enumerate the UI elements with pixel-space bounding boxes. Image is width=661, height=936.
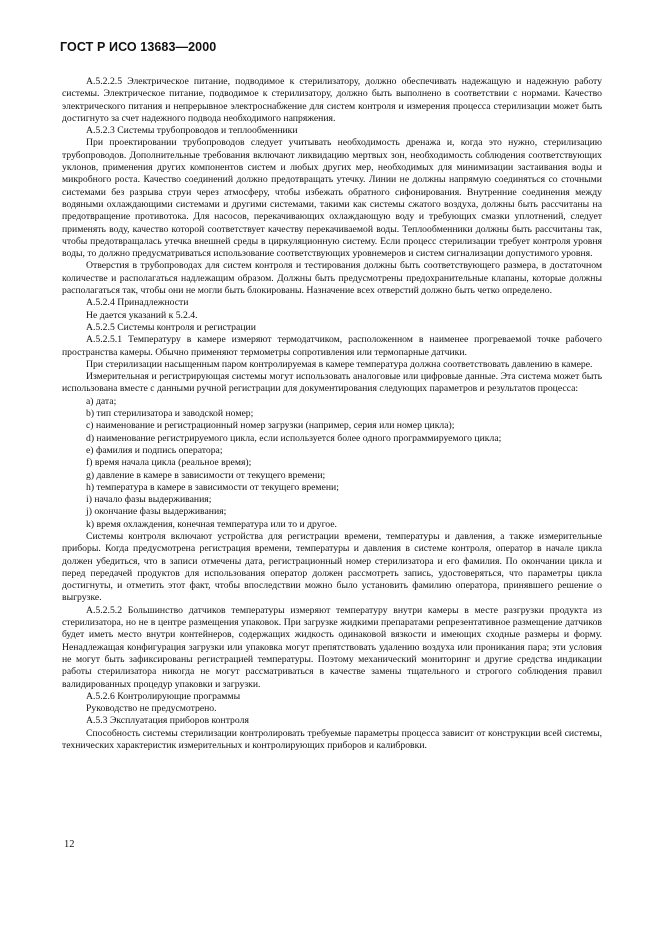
paragraph-no-guidance: Руководство не предусмотрено. bbox=[86, 703, 217, 715]
list-item-c: c) наименование и регистрационный номер загрузки (например, серия или номер цикла); bbox=[86, 420, 455, 432]
document-page bbox=[62, 40, 602, 752]
paragraph-system-ability: Способность системы стерилизации контролировать требуемые параметры процесса зависит от конструкции всей системы, технических характеристик измерительных и контролирующих приборов и калибровки. bbox=[62, 727, 602, 752]
list-item-d: d) наименование регистрируемого цикла, если используется более одного программируемого цикла; bbox=[86, 432, 502, 444]
list-item-k: k) время охлаждения, конечная температура или то и другое. bbox=[86, 518, 337, 530]
section-heading-a-5-2-6: А.5.2.6 Контролирующие программы bbox=[86, 690, 241, 702]
paragraph-a-5-2-2-5: А.5.2.2.5 Электрическое питание, подводимое к стерилизатору, должно обеспечивать надежащую и надежную работу системы. Электрическое питание, подводимое к стерилизатору, должно быть выполнено в соответствии с нормами. Качество электрического питания и непрерывное электроснабжение для систем контроля и измерения процесса стерилизации может быть достигнуто за счет надежного подвода необходимого напряжения. bbox=[62, 76, 602, 124]
paragraph-saturated-steam: При стерилизации насыщенным паром контролируемая в камере температура должна соответствовать давлению в камере. bbox=[86, 358, 593, 370]
list-item-a: a) дата; bbox=[86, 395, 117, 407]
paragraph-measuring-system: Измерительная и регистрирующая системы могут использовать аналоговые или цифровые данные. Эта система может быть использована вместе с данными ручной регистрации для документирования следующих параметров и результатов процесса: bbox=[62, 371, 602, 395]
paragraph-openings: Отверстия в трубопроводах для систем контроля и тестирования должны быть соответствующего размера, в достаточном количестве и располагаться надлежащим образом. Должны быть предусмотрены предохранительные клапаны, которые должны располагаться так, чтобы они не могли быть блокированы. Назначение всех отверстий должно быть четко определено. bbox=[62, 260, 602, 297]
section-heading-a-5-2-5: А.5.2.5 Системы контроля и регистрации bbox=[86, 321, 256, 333]
list-item-b: b) тип стерилизатора и заводской номер; bbox=[86, 408, 254, 420]
list-item-g: g) давление в камере в зависимости от текущего времени; bbox=[86, 469, 326, 481]
list-item-f: f) время начала цикла (реальное время); bbox=[86, 457, 252, 469]
page-number: 12 bbox=[64, 839, 75, 850]
paragraph-a-5-2-5-2: А.5.2.5.2 Большинство датчиков температуры измеряют температуру внутри камеры в месте разгрузки продукта из стерилизатора, но не в центре размещения упаковок. При загрузке жидкими препаратами репрезентативное размещение датчиков будет иметь место внутри контейнеров, содержащих жидкость одинаковой вязкости и имеющих сходные размеры и форму. Ненадлежащая конфигурация загрузки или упаковка могут препятствовать удалению воздуха или проникания пара; эти условия не могут быть зафиксированы регистрацией температуры. Поэтому механический мониторинг и другие средства индикации работы стерилизатора никогда не могут рассматриваться в качестве замены тщательного и строгого соблюдения правил валидированных процедур упаковки и загрузки. bbox=[62, 604, 602, 690]
list-item-h: h) температура в камере в зависимости от текущего времени; bbox=[86, 481, 339, 493]
paragraph-no-guidance-5-2-4: Не дается указаний к 5.2.4. bbox=[86, 309, 198, 321]
section-heading-a-5-3: А.5.3 Эксплуатация приборов контроля bbox=[86, 715, 249, 727]
section-heading-a-5-2-4: А.5.2.4 Принадлежности bbox=[86, 297, 189, 309]
list-item-j: j) окончание фазы выдерживания; bbox=[86, 506, 227, 518]
list-item-i: i) начало фазы выдерживания; bbox=[86, 494, 212, 506]
paragraph-a-5-2-5-1: А.5.2.5.1 Температуру в камере измеряют термодатчиком, расположенном в наименее прогреваемой точке рабочего пространства камеры. Обычно применяют термометры сопротивления или термопарные датчики. bbox=[62, 334, 602, 358]
list-item-e: e) фамилия и подпись оператора; bbox=[86, 444, 223, 456]
paragraph-control-systems: Системы контроля включают устройства для регистрации времени, температуры и давления, а также измерительные приборы. Когда предусмотрена регистрация времени, температуры и давления в системе контроля, оператор в начале цикла должен убедиться, что в записи отмечены дата, регистрационный номер стерилизатора и его фамилия. По окончании цикла и перед передачей продуктов для использования оператор должен рассмотреть запись, удостоверяться, что параметры цикла достигнуты, и отметить этот факт, чтобы впоследствии можно было установить фамилию оператора, принявшего решение о выгрузке. bbox=[62, 530, 602, 604]
section-heading-a-5-2-3: А.5.2.3 Системы трубопроводов и теплообменники bbox=[86, 125, 298, 137]
document-header-title: ГОСТ Р ИСО 13683—2000 bbox=[60, 40, 217, 54]
paragraph-pipelines: При проектировании трубопроводов следует учитывать необходимость дренажа и, когда это нужно, стерилизацию трубопроводов. Дополнительные требования включают ликвидацию мертвых зон, необходимость соблюдения соответствующих уклонов, применения других компонентов систем и любых других мер, необходимых для минимизации застаивания воды и микробного роста. Качество соединений должно предотвращать утечку. Линии не должны напрямую соединяться со сточными системами без разрыва струи через атмосферу, чтобы избежать обратного сифонирования. Внутренние соединения между водяными охлаждающими системами и другими системами, такими как системы сжатого воздуха, должны быть рассчитаны на предотвращение противотока. Для насосов, перекачивающих охлаждающую воду и требующих смазки уплотнений, следует применять воду, качество которой соответствует качеству перекачиваемой воды. Теплообменники должны быть рассчитаны так, чтобы предотвращалась утечка внешней среды в циркуляционную систему. Если процесс стерилизации требует контроля уровня воды, то должно предусматриваться использование соответствующих уровнемеров и систем сигнализации допустимого уровня. bbox=[62, 137, 602, 260]
